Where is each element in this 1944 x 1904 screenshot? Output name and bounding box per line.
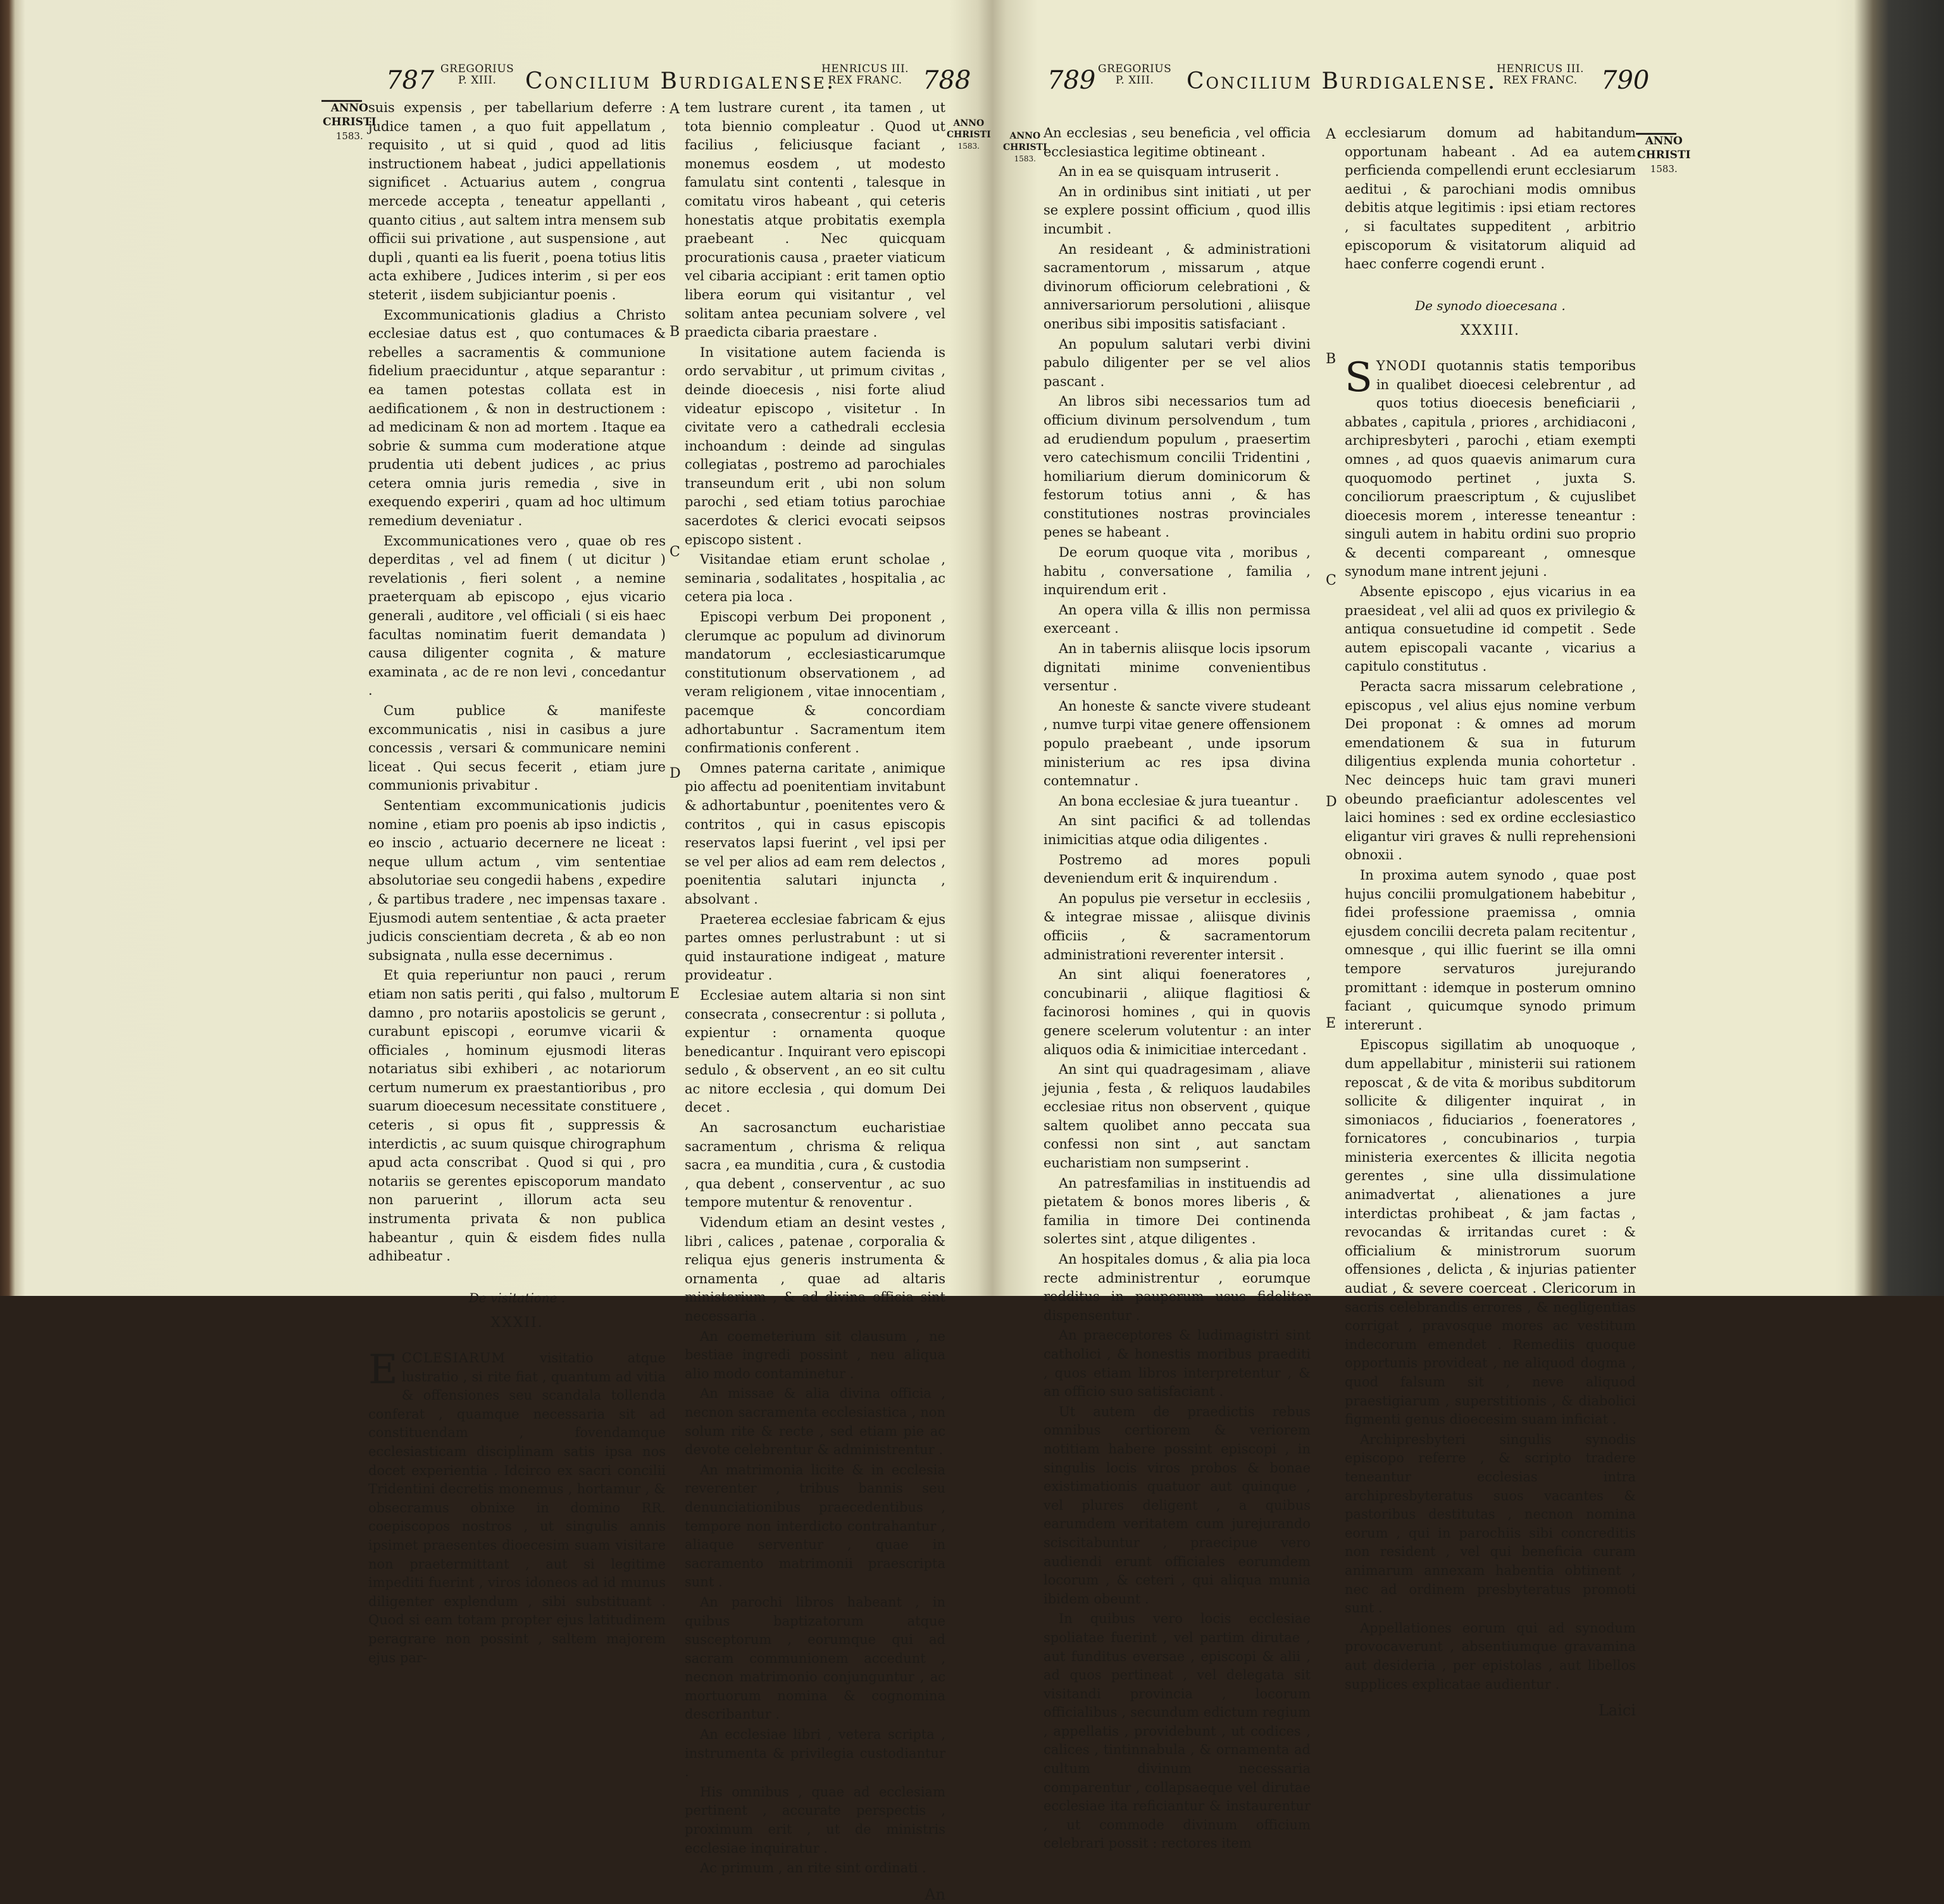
paragraph: An parochi libros habeant , in quibus baptizatorum atque susceptorum , eorumque qui ad sacram communionem accedunt , necnon matrimonio conjunguntur , ac mortuorum nomina & cognomina describantur . <box>685 1594 945 1722</box>
section-text: quotannis statis temporibus in qualibet dioecesi celebrentur , ad quos totius dioecesis beneficiarii , abbates , capitula , priores , archidiaconi , archipresbyteri , parochi , etiam exempti omnes , ad quos quaevis animarum cura quoquomodo pertinet , juxta S. conciliorum praescriptum , & cujuslibet dioecesis morem , interesse teneantur : singuli autem in habitu ordini suo proprio & decenti compareant , omnesque synodum mane intrent jejuni . <box>1345 358 1636 580</box>
paragraph: In quibus vero locis ecclesiae spoliatae fuerint , vel partim dirutae , aut funditus eversae , episcopi & alii , ad quos pertineat , vel delegata sit visitandi provincia , locorum officialibus , secundum edictum regium , appellatis , providebunt , ut codices , calices , tintinnabula , & ornamenta ad cultum divinum necessaria comparentur , collapsaeque vel dirutae ecclesiae ita reficiantur & instaurentur , ut commode divinum officium celebrari possit : rectores item <box>1044 1611 1311 1851</box>
paragraph: Appellationes eorum qui ad synodum provocaverunt , absentiumque gravamina aut desideria , per epistolas , aut libellos supplices explicatae audientur . <box>1345 1620 1636 1692</box>
left-page <box>19 0 991 1903</box>
paragraph: An praeceptores & ludimagistri sint catholici , & honestis moribus praediti , quos etiam libros interpretentur , & an officio suo satisfaciant . <box>1044 1328 1311 1400</box>
christi-label: CHRISTI <box>1637 149 1691 161</box>
pope-number: P. XIII. <box>1115 74 1154 87</box>
paragraph: An in ordinibus sint initiati , ut per se explere possint officium , quod illis incumbit . <box>1044 184 1311 237</box>
paragraph: An hospitales domus , & alia pia loca recte administrentur , eorumque redditus in pauperum usus fideliter dispensentur . <box>1044 1252 1311 1323</box>
paragraph: An bona ecclesiae & jura tueantur . <box>1059 793 1299 809</box>
paragraph: An matrimonia licite & in ecclesia reverenter , tribus bannis seu denunciationibus praecedentibus , tempore non interdicto contrahantur , aliaque serventur , quae in sacramento matrimonii praescripta sunt . <box>685 1462 945 1590</box>
anno-label: ANNO <box>953 118 985 128</box>
paragraph: An opera villa & illis non permissa exerceant . <box>1044 602 1311 637</box>
paragraph: suis expensis , per tabellarium deferre : judice tamen , a quo fuit appellatum , requisito , ut si quid , quod ad litis instructionem habeat , judici appellationis significet . Actuarius autem , congrua mercede accepta , teneatur appellanti , quanto citius , aut saltem intra mensem sub officii sui privatione , aut suspensione , aut dupli , quanti ea lis fuerit , poena totius litis acta exhibere , Judices interim , si per eos steterit , iisdem subjiciantur poenis . <box>368 100 666 302</box>
first-word: YNODI <box>1376 358 1427 373</box>
paragraph: De eorum quoque vita , moribus , habitu , conversatione , familia , inquirendum erit . <box>1044 545 1311 598</box>
anno-year: 1583. <box>1014 154 1036 163</box>
paragraph: In proxima autem synodo , quae post hujus concilii promulgationem habebitur , fidei professione praemissa , omnia ejusdem concilii decreta palam recitentur , omnesque , qui illic fuerint se illa omni tempore servaturos jurejurando promittant : idemque in posterum omnino faciant , quicumque synodo primum intererunt . <box>1345 867 1636 1033</box>
anno-label: ANNO <box>330 102 368 115</box>
pope-name: GREGORIUS <box>440 63 514 75</box>
catchword: Laici <box>1598 1702 1636 1720</box>
margin-letter: C <box>1326 573 1336 588</box>
margin-letter: B <box>1326 351 1336 367</box>
paragraph: An ecclesiae libri , vetera scripta , instrumenta & privilegia custodiantur . <box>685 1727 945 1780</box>
king-title: REX FRANC. <box>828 74 902 87</box>
header-side-right <box>1497 63 1584 86</box>
first-word: CCLESIARUM <box>401 1350 506 1366</box>
paragraph: An populus pie versetur in ecclesiis , & integrae missae , aliisque divinis officiis , & sacramentorum administrationi reverenter intersit . <box>1044 890 1311 962</box>
paragraph: Et quia reperiuntur non pauci , rerum etiam non satis periti , qui falso , multorum damno , pro notariis apostolicis se gerunt , curabunt episcopi , eorumve vicarii & officiales , hominum ejusmodi literas notariatus sibi exhiberi , ac notariorum certum numerum ex praestantioribus , pro suarum dioecesum necessitate constituere , ceteris , si opus fit , suppressis & interdictis , ac suum quisque chirographum apud acta conscribat . Quod si qui , pro notariis se gerentes episcoporum mandato non paruerint , illorum acta seu instrumenta privata & non publica habeantur , quin & eisdem fides nulla adhibeatur . <box>368 968 666 1264</box>
paragraph: An resideant , & administrationi sacramentorum , missarum , atque divinorum officiorum celebrationi , & anniversariorum persolutioni , aliisque oneribus sibi impositis satisfaciant . <box>1044 241 1311 332</box>
anno-label: ANNO <box>1645 135 1683 147</box>
paragraph: An honeste & sancte vivere studeant , numve turpi vitae genere offensionem populo praebeant , unde ipsorum ministerium ac res ipsa divina contemnatur . <box>1044 698 1311 789</box>
paragraph: An in tabernis aliisque locis ipsorum dignitati minime convenientibus versentur . <box>1044 641 1311 694</box>
paragraph: Ecclesiae autem altaria si non sint consecrata , consecrentur : si polluta , expientur : ornamenta quoque benedicantur . Inquirant vero episcopi sedulo , & observent , an eo sit cultu ac nitore ecclesia , qui domum Dei decet . <box>685 987 945 1116</box>
header-side-left <box>440 63 514 86</box>
paragraph: An missae & alia divina officia , necnon sacramenta ecclesiastica , non solum rite & recte , sed etiam pie ac devote celebrentur & administrentur . <box>685 1386 945 1458</box>
paragraph: An sint pacifici & ad tollendas inimicitias atque odia diligentes . <box>1044 813 1311 847</box>
anno-rule <box>321 100 362 102</box>
text-column-1 <box>1044 124 1311 1855</box>
paragraph: An sint aliqui foeneratores , concubinarii , aliique flagitiosi & facinorosi homines , qui in quovis genere scelerum volutentur : an inter aliquos odia & inimicitiae intercedant . <box>1044 967 1311 1057</box>
pope-number: P. XIII. <box>458 74 497 87</box>
drop-cap: S <box>1345 354 1373 401</box>
paragraph: ecclesiarum domum ad habitandum opportunam habeant . Ad ea autem perficienda compellendi erunt ecclesiarum aeditui , & parochiani modis omnibus debitis atque legitimis : ipsi etiam rectores , si facultates suppeditent , arbitrio episcoporum & visitatorum aliquid ad haec conferre cogendi erunt . <box>1345 125 1636 272</box>
margin-letter: E <box>670 986 680 1002</box>
anno-christi-note <box>1637 134 1691 176</box>
christi-label: CHRISTI <box>947 130 991 140</box>
paragraph: In visitatione autem facienda is ordo servabitur , ut primum civitas , deinde dioecesis , nisi forte aliud videatur episcopo , visitetur . In civitate vero a cathedrali ecclesia inchoandum : deinde ad singulas collegiatas , postremo ad parochiales transeundum erit , ubi non solum parochi , sed etiam totius parochiae sacerdotes & clerici evocati seipsos episcopo sistent . <box>685 344 945 547</box>
section-heading: De visitatione . <box>468 1290 566 1305</box>
paragraph: Visitandae etiam erunt scholae , seminaria , sodalitates , hospitalia , ac cetera pia loca . <box>685 552 945 605</box>
section-heading: De synodo dioecesana . <box>1415 297 1566 313</box>
paragraph: Ut autem de praedictis rebus omnibus certiorem & veriorem notitiam habere possint episcopi , in singulis locis viros probos & bonae existimationis quatuor aut quinque , vel plures deligent , a quibus earumdem veritatem cum jurejurando sciscitabuntur , praecipue vero audiendi erunt officiales eorumdem locorum , & ceteri , qui aliqua munia ibidem obeunt . <box>1044 1403 1311 1607</box>
paragraph: Episcopus sigillatim ab unoquoque , dum appellabitur , ministerii sui rationem reposcat , & de vita & moribus subditorum sollicite & diligenter inquirat , in simoniacos , fiduciarios , foeneratores , fornicatores , concubinarios , turpia ministeria exercentes & illicita negotia gerentes , sine ulla dissimulatione animadvertat , alienationes a jure interdictas prohibeat , & jam factas , revocandas & irritandas curet : & officialium & ministrorum suorum offensiones , delicta , & injurias patienter audiat , & severe coerceat . Clericorum in sacris celebrandis errores , & negligentias corrigat , pravosque mores ac vestitum indecorum emendet . Remediis quoque opportunis provideat , ne aliquod dogma , quod falsum sit , neve aliquod praestigiarum , superstitionis , & diabolici figmenti genus dioecesim suam inficiat . <box>1345 1037 1636 1428</box>
catchword: An <box>925 1885 945 1903</box>
drop-cap: E <box>368 1347 398 1393</box>
page-number: 790 <box>1601 66 1650 95</box>
paragraph: Cum publice & manifeste excommunicatis , nisi in casibus a jure concessis , versari & communicare nemini liceat . Qui secus fecerit , etiam jure communionis privabitur . <box>368 703 666 793</box>
paragraph: An patresfamilias in instituendis ad pietatem & bonos mores liberis , & familia in timore Dei continenda solertes sint , atque diligentes . <box>1044 1175 1311 1247</box>
paragraph: Excommunicationis gladius a Christo ecclesiae datus est , quo contumaces & rebelles a sacramentis & communione fidelium praeciduntur , atque separantur : ea tamen potestas collata est in aedificationem , & non in destructionem : ad medicinam & non ad mortem . Itaque ea sobrie & summa cum moderatione atque prudentia uti debent judices , ac prius cetera omnia juris remedia , sive in exequendo experiri , quam ad hoc ultimum remedium deveniatur . <box>368 307 666 529</box>
paragraph: Excommunicationes vero , quae ob res deperditas , vel ad finem ( ut dicitur ) revelationis , fieri solent , a nemine praeterquam ab episcopo , ejus vicario generali , auditore , vel officiali ( si eis haec facultas nominatim fuerit demandata ) causa diligenter cognita , & mature examinata , ac de re non levi , concedantur . <box>368 533 666 699</box>
paragraph: His omnibus , quae ad ecclesiam pertinent , accurate perspectis , proximum erit , ut de ministris ecclesiae inquiratur . <box>685 1784 945 1856</box>
anno-rule <box>1636 133 1676 135</box>
header-side-left <box>1098 63 1171 86</box>
paragraph: Postremo ad mores populi deveniendum erit & inquirendum . <box>1044 852 1311 887</box>
section-number: XXXII. <box>490 1315 544 1331</box>
margin-letter: D <box>670 766 681 781</box>
page-number: 789 <box>1047 66 1096 95</box>
paragraph: Praeterea ecclesiae fabricam & ejus partes omnes perlustrabunt : ut si quid instauratione indigeat , mature provideatur . <box>685 911 945 983</box>
margin-letter: B <box>670 324 680 340</box>
christi-label: CHRISTI <box>1003 142 1047 152</box>
anno-year: 1583. <box>1650 163 1678 175</box>
anno-year: 1583. <box>335 130 363 142</box>
text-column-1 <box>368 99 666 1669</box>
paragraph: Absente episcopo , ejus vicarius in ea praesideat , vel alii ad quos ex privilegio & antiqua consuetudine id competit . Sede autem episcopali vacante , vicarius a capitulo constitutus . <box>1345 584 1636 675</box>
paragraph: Archipresbyteri singulis synodis episcopo referre , & scripto tradere teneantur ecclesias intra archipresbyteratus suos vacantes & pastoribus destitutas , necnon nomina eorum , qui in parochiis sibi concreditis non resident , vel qui beneficia curam animarum annexam habentia obtinent , nec ad ordinem presbyteratus promoti sunt . <box>1345 1431 1636 1616</box>
section-paragraph <box>368 1349 666 1667</box>
paragraph: Omnes paterna caritate , animique pio affectu ad poenitentiam invitabunt & adhortabuntur , poenitentes vero & contritos , qui in casus episcopis reservatos lapsi fuerint , vel ipsi per se vel per alios ad eam rem delectos , poenitentia salutari injuncta , absolvant . <box>685 760 945 907</box>
pope-name: GREGORIUS <box>1098 63 1172 75</box>
header-side-right <box>821 63 909 86</box>
text-column-2 <box>1345 124 1636 1720</box>
margin-letter: A <box>670 101 680 117</box>
margin-letter: A <box>1326 127 1336 142</box>
margin-letter: D <box>1326 794 1337 810</box>
paragraph: An libros sibi necessarios tum ad officium divinum persolvendum , tum ad erudiendum populum , praesertim vero catechismum concilii Tridentini , homiliarium dierum dominicorum & festorum totius anni , & has constitutiones nostras provinciales penes se habeant . <box>1044 394 1311 540</box>
anno-christi-note <box>1003 130 1047 165</box>
paragraph: Peracta sacra missarum celebratione , episcopus , vel alius ejus nomine verbum Dei proponat : & omnes ad morum emendationem & sua in futurum diligentius explenda munia cohortetur . Nec deinceps huic tam gravi muneri obeundo praeficiantur adolescentes vel laici homines : sed ex ordine ecclesiastico eligantur viri graves & nulli reprehensioni obnoxii . <box>1345 679 1636 863</box>
paragraph: An populum salutari verbi divini pabulo diligenter per se vel alios pascant . <box>1044 336 1311 389</box>
paragraph: Episcopi verbum Dei proponent , clerumque ac populum ad divinorum mandatorum , ecclesiasticarumque constitutionum observationem , ad veram religionem , vitae innocentiam , pacemque & concordiam adhortabuntur . Sacramentum item confirmationis conferent . <box>685 609 945 756</box>
king-name: HENRICUS III. <box>1497 63 1585 75</box>
paragraph: An sacrosanctum eucharistiae sacramentum , chrisma & reliqua sacra , ea munditia , cura , & custodia , qua debent , conserventur , ac suo tempore mutentur & renoventur . <box>685 1120 945 1210</box>
text-column-2 <box>685 99 945 1904</box>
page-number: 788 <box>923 66 971 95</box>
page-title: Concilium Burdigalense. <box>525 68 836 94</box>
paragraph: An in ea se quisquam intruserit . <box>1059 164 1280 180</box>
right-page <box>1003 0 1864 1851</box>
paragraph: An sint qui quadragesimam , aliave jejunia , festa , & reliquos laudabiles ecclesiae ritus non observent , quique saltem quolibet anno peccata sua confessi non sint , aut sanctam eucharistiam non sumpserint . <box>1044 1062 1311 1171</box>
running-header <box>1003 61 1864 105</box>
king-title: REX FRANC. <box>1503 74 1578 87</box>
paragraph: Videndum etiam an desint vestes , libri , calices , patenae , corporalia & reliqua ejus generis instrumenta & ornamenta , quae ad altaris ministerium , & ad divina officia sint necessaria . <box>685 1215 945 1324</box>
king-name: HENRICUS III. <box>821 63 909 75</box>
anno-label: ANNO <box>1009 131 1041 141</box>
margin-letter: C <box>670 544 680 560</box>
page-number: 787 <box>386 66 435 95</box>
anno-christi-note <box>947 118 991 152</box>
section-text: visitatio atque lustratio , si rite fiat , quantum ad vitia & offensiones seu scandala tollenda conferat , quamque necessaria sit ad constituendam , fovendamque ecclesiasticam disciplinam satis ipsa nos docet experientia . Idcirco ex sacri concilii Tridentini decretis monemus , hortamur , & obsecramus obnixe in domino RR. coepiscopos nostros , ut singulis annis ipsimet praesentes dioecesim suam visitare non praetermittant , aut si legitime impediti fuerint , viros idoneos ad id munus diligenter explendum , sibi substituant . Quod si eam totam propter ejus latitudinem peragrare non possint , saltem majorem ejus par- <box>368 1350 666 1665</box>
christi-label: CHRISTI <box>323 116 377 128</box>
paragraph: An coemeterium sit clausum , ne bestiae ingredi possint , neu aliqua alio modo contaminetur . <box>685 1328 945 1381</box>
section-number: XXXIII. <box>1460 323 1521 339</box>
paragraph: Sententiam excommunicationis judicis nomine , etiam pro poenis ab ipso indictis , eo inscio , actuario decernere ne liceat : neque ullum actum , vim sententiae absolutoriae seu congedii habens , expedire , & partibus tradere , nec impensas taxare . Ejusmodi autem sententiae , & acta praeter judicis conscientiam decreta , & ab eo non subsignata , nulla esse decernimus . <box>368 797 666 963</box>
paragraph: An ecclesias , seu beneficia , vel officia ecclesiastica legitime obtineant . <box>1044 125 1311 159</box>
section-paragraph <box>1345 354 1636 582</box>
anno-year: 1583. <box>957 142 980 151</box>
page-title: Concilium Burdigalense. <box>1187 68 1497 94</box>
paragraph: Ac primum , an rite sint ordinati . <box>700 1860 926 1876</box>
paragraph: tem lustrare curent , ita tamen , ut tota biennio compleatur . Quod ut facilius , feliciusque faciant , monemus eosdem , ut modesto famulatu sint contenti , talesque in comitatu viros habeant , qui ceteris honestatis atque probitatis exempla praebeant . Nec quicquam procurationis causa , praeter viaticum vel cibaria accipiant : erit tamen optio libera eorum qui visitantur , vel solitam antea pecuniam solvere , vel praedicta cibaria praestare . <box>685 100 945 340</box>
margin-letter: E <box>1326 1016 1336 1031</box>
